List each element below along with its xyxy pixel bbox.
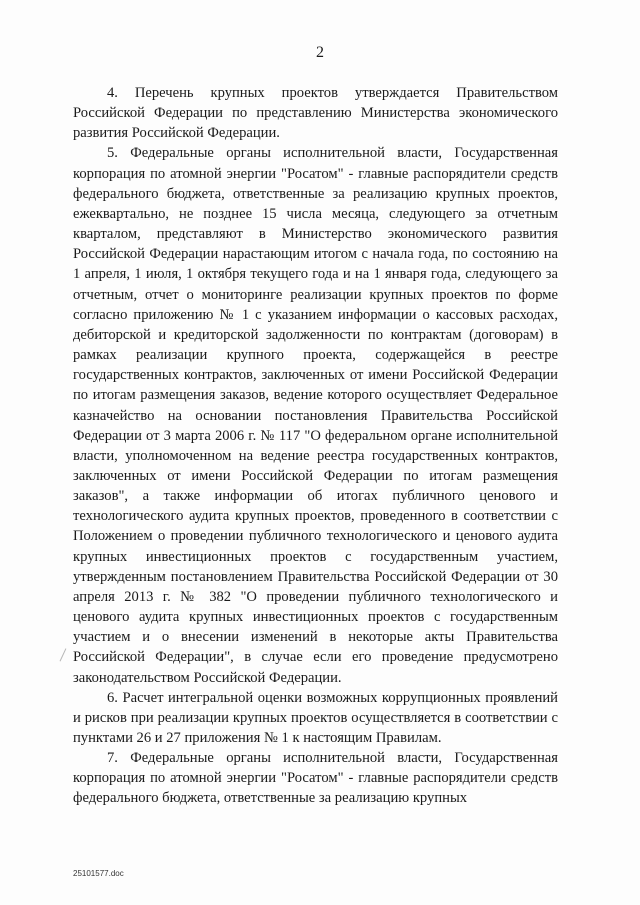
paragraph-4: 4. Перечень крупных проектов утверждается Правительством Российской Федерации по представлению Министерства экономического развития Российской Федерации. [73,85,558,142]
document-body [73,83,558,809]
paragraph-7: 7. Федеральные органы исполнительной власти, Государственная корпорация по атомной энергии "Росатом" - главные распорядители средств федерального бюджета, ответственные за реализацию крупных [73,750,558,807]
paragraph-6: 6. Расчет интегральной оценки возможных коррупционных проявлений и рисков при реализации крупных проектов осуществляется в соответствии с пунктами 26 и 27 приложения № 1 к настоящим Правилам. [73,689,558,746]
paragraph-5: 5. Федеральные органы исполнительной власти, Государственная корпорация по атомной энергии "Росатом" - главные распорядители средств федерального бюджета, ответственные за реализацию крупных проектов, ежеквартально, не позднее 15 числа месяца, следующего за отчетным кварталом, представляют в Министерство экономического развития Российской Федерации нарастающим итогом с начала года, по состоянию на 1 апреля, 1 июля, 1 октября текущего года и на 1 января года, следующего за отчетным, отчет о мониторинге реализации крупных проектов по форме согласно приложению № 1 с указанием информации о кассовых расходах, дебиторской и кредиторской задолженности по контрактам (договорам) в рамках реализации крупного проекта, содержащейся в реестре государственных контрактов, заключенных от имени Российской Федерации по итогам размещения заказов, ведение которого осуществляет Федеральное казначейство на основании постановления Правительства Российской Федерации от 3 марта 2006 г. № 117 "О федеральном органе исполнительной власти, уполномоченном на ведение реестра государственных контрактов, заключенных от имени Российской Федерации по итогам размещения заказов", а также информации об итогах публичного ценового и технологического аудита крупных проектов, проведенного в соответствии с Положением о проведении публичного технологического и ценового аудита крупных инвестиционных проектов с государственным участием, утвержденным постановлением Правительства Российской Федерации от 30 апреля 2013 г. № 382 "О проведении публичного технологического и ценового аудита крупных инвестиционных проектов с государственным участием и о внесении изменений в некоторые акты Правительства Российской Федерации", в случае если его проведение предусмотрено законодательством Российской Федерации. [73,145,558,686]
footer-file-code: 25101577.doc [73,869,124,878]
page-number: 2 [316,44,324,61]
